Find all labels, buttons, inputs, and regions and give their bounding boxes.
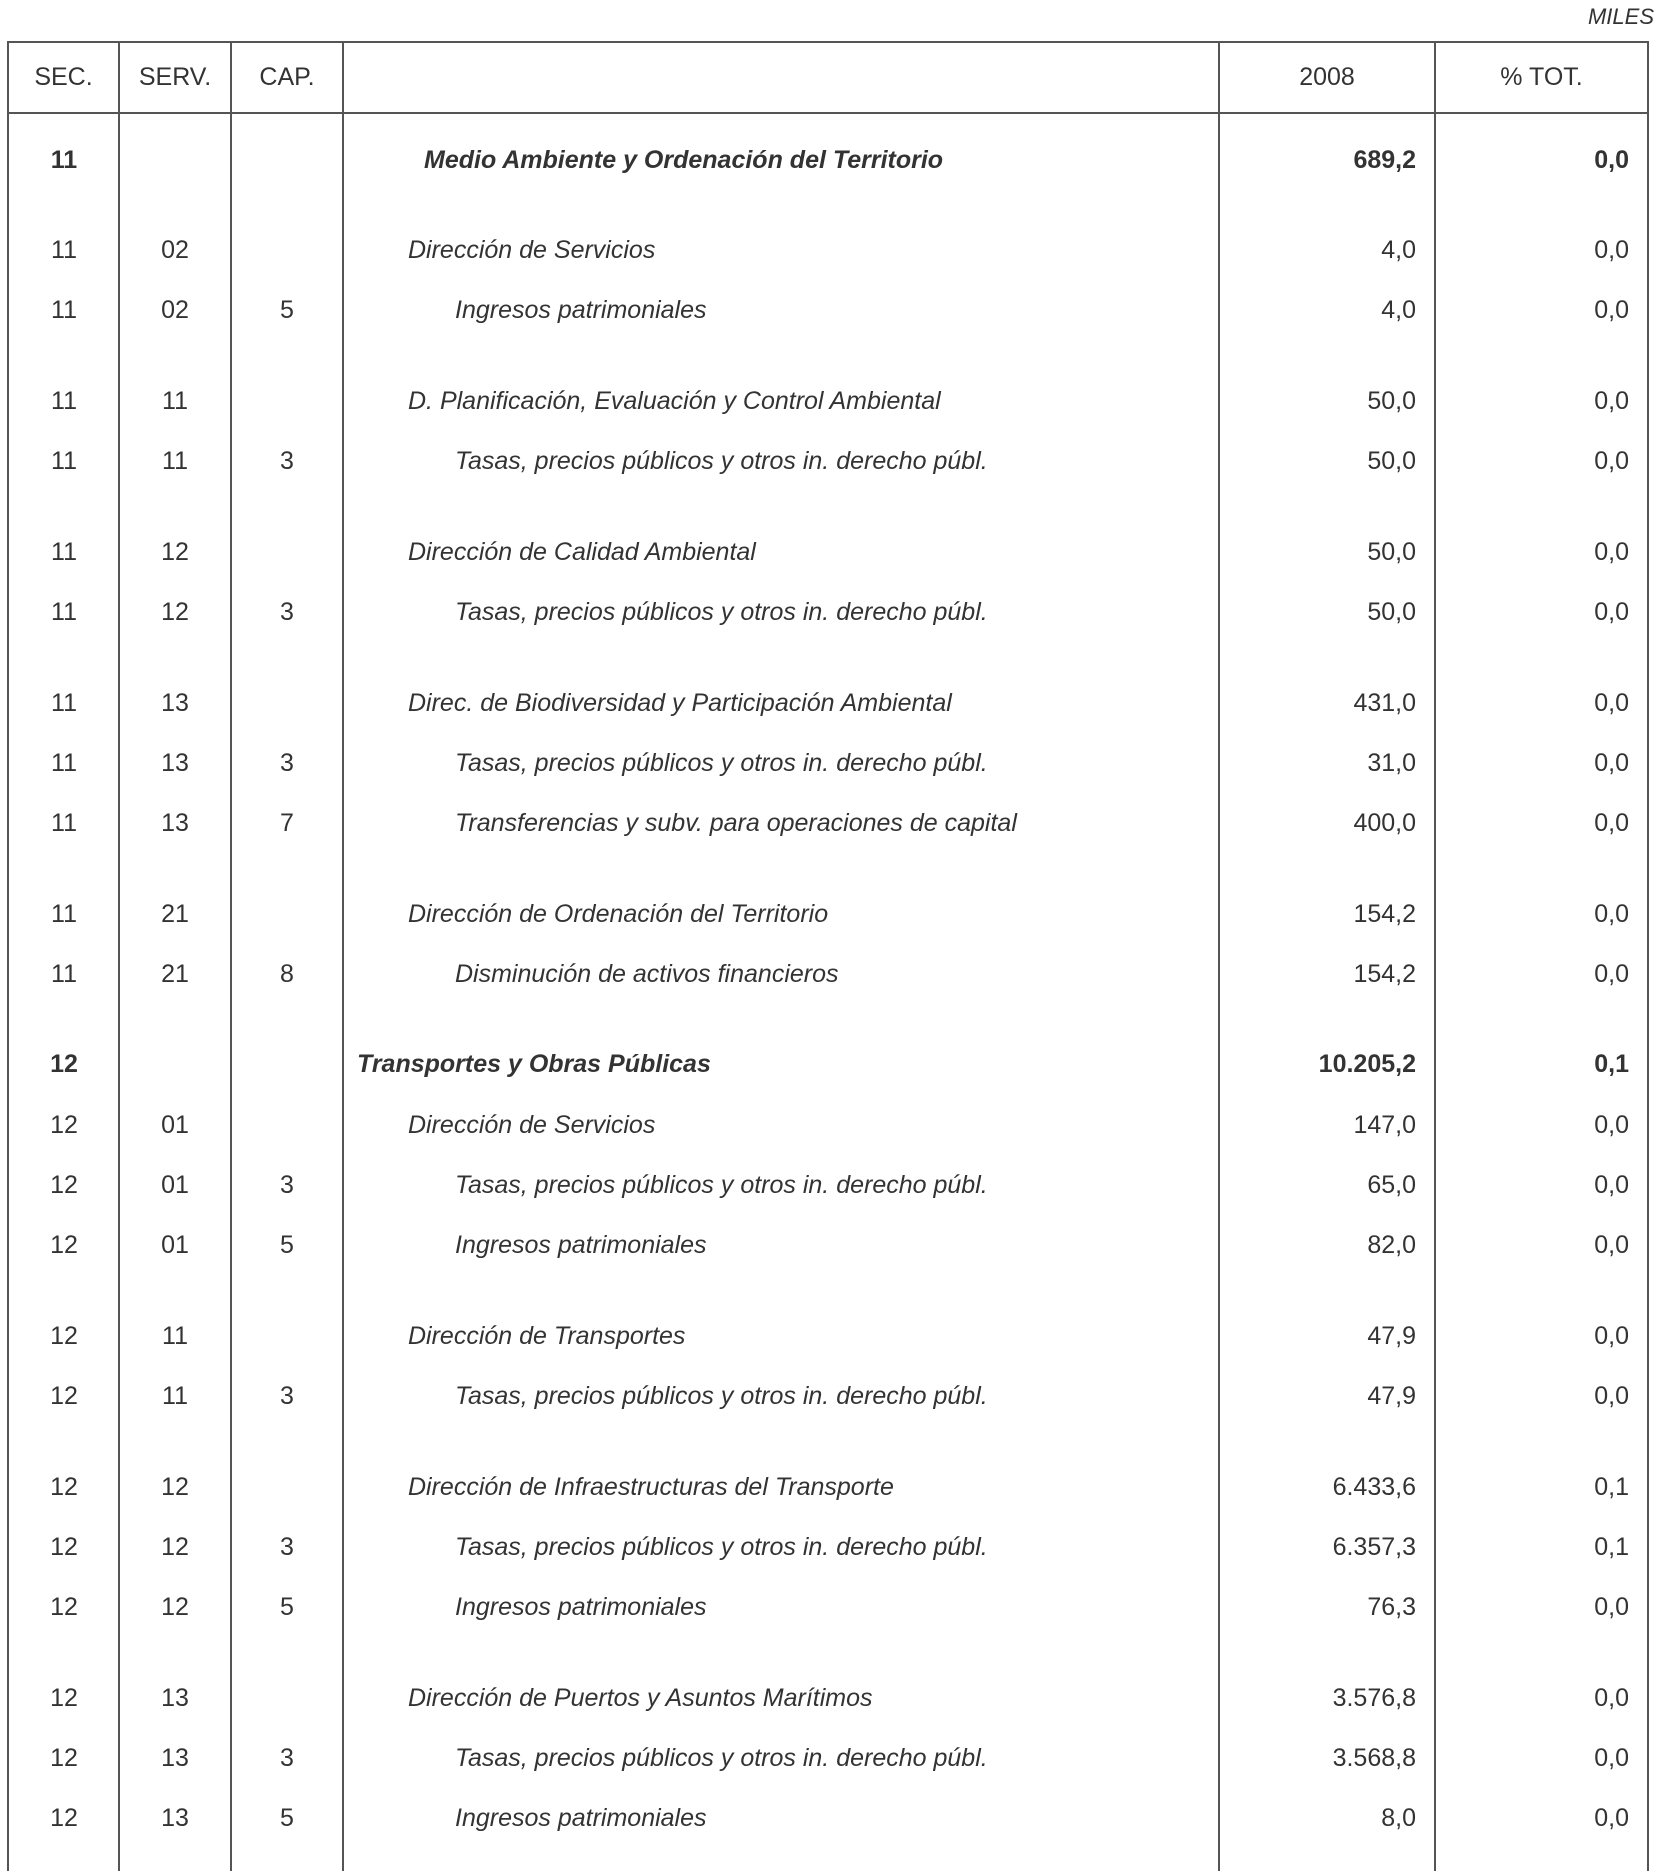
row-description-cell: Dirección de Calidad Ambiental (408, 538, 756, 566)
row-cap-cell: 3 (280, 1382, 294, 1410)
row-cap-cell (232, 1316, 342, 1356)
row-cap-cell: 5 (280, 1231, 294, 1259)
row-value-cell: 6.357,3 (1332, 1533, 1416, 1561)
table-row (0, 381, 1654, 421)
row-value-cell: 147,0 (1353, 1111, 1416, 1139)
row-serv-cell: 13 (161, 1744, 189, 1772)
table-row (0, 1527, 1654, 1567)
row-cap-cell: 3 (280, 749, 294, 777)
row-serv-cell: 13 (161, 1804, 189, 1832)
row-value-cell: 50,0 (1367, 598, 1416, 626)
row-pct-cell: 0,0 (1594, 1382, 1629, 1410)
row-value-cell: 154,2 (1353, 960, 1416, 988)
row-cap-cell: 8 (280, 960, 294, 988)
row-pct-cell: 0,0 (1594, 900, 1629, 928)
row-sec-cell: 12 (50, 1684, 78, 1712)
row-cap-cell (232, 1678, 342, 1718)
row-value-cell: 3.576,8 (1332, 1684, 1416, 1712)
row-pct-cell: 0,0 (1594, 447, 1629, 475)
row-cap-cell (232, 894, 342, 934)
header-cap: CAP. (259, 63, 315, 91)
row-cap-cell: 3 (280, 447, 294, 475)
table-row (0, 290, 1654, 330)
row-cap-cell (232, 532, 342, 572)
row-value-cell: 689,2 (1353, 146, 1416, 174)
row-value-cell: 431,0 (1353, 689, 1416, 717)
row-sec-cell: 11 (51, 809, 77, 837)
row-sec-cell: 12 (50, 1111, 78, 1139)
row-pct-cell: 0,0 (1594, 146, 1629, 174)
table-row (0, 441, 1654, 481)
row-value-cell: 50,0 (1367, 447, 1416, 475)
row-pct-cell: 0,0 (1594, 1684, 1629, 1712)
row-serv-cell: 11 (162, 447, 188, 475)
row-description-cell: Tasas, precios públicos y otros in. derecho públ. (455, 1171, 988, 1199)
row-serv-cell: 11 (162, 387, 188, 415)
row-serv-cell: 12 (161, 1533, 189, 1561)
row-pct-cell: 0,0 (1594, 749, 1629, 777)
table-row (0, 230, 1654, 270)
row-pct-cell: 0,1 (1594, 1050, 1629, 1078)
row-serv-cell (120, 140, 230, 180)
row-pct-cell: 0,0 (1594, 598, 1629, 626)
row-description-cell: Tasas, precios públicos y otros in. derecho públ. (455, 749, 988, 777)
row-sec-cell: 11 (51, 900, 77, 928)
row-sec-cell: 11 (51, 447, 77, 475)
row-description-cell: Dirección de Infraestructuras del Transporte (408, 1473, 894, 1501)
row-cap-cell: 3 (280, 1533, 294, 1561)
row-pct-cell: 0,1 (1594, 1533, 1629, 1561)
row-value-cell: 3.568,8 (1332, 1744, 1416, 1772)
table-row (0, 1467, 1654, 1507)
row-serv-cell: 01 (161, 1171, 189, 1199)
table-row (0, 683, 1654, 723)
row-cap-cell (232, 1467, 342, 1507)
row-pct-cell: 0,1 (1594, 1473, 1629, 1501)
header-sec: SEC. (34, 63, 93, 91)
row-serv-cell: 13 (161, 689, 189, 717)
table-row (0, 1587, 1654, 1627)
row-value-cell: 154,2 (1353, 900, 1416, 928)
row-value-cell: 6.433,6 (1332, 1473, 1416, 1501)
row-description-cell: Dirección de Servicios (408, 1111, 656, 1139)
row-cap-cell (232, 1044, 342, 1084)
table-row (0, 1225, 1654, 1265)
row-cap-cell: 7 (280, 809, 294, 837)
row-cap-cell: 3 (280, 1744, 294, 1772)
row-serv-cell: 12 (161, 1593, 189, 1621)
table-row (0, 1044, 1654, 1084)
row-cap-cell: 5 (280, 296, 294, 324)
table-row (0, 894, 1654, 934)
row-sec-cell: 12 (50, 1382, 78, 1410)
row-sec-cell: 11 (50, 146, 78, 174)
header-year: 2008 (1299, 63, 1355, 91)
row-cap-cell: 3 (280, 598, 294, 626)
row-sec-cell: 12 (50, 1322, 78, 1350)
row-pct-cell: 0,0 (1594, 296, 1629, 324)
row-serv-cell (120, 1044, 230, 1084)
row-serv-cell: 13 (161, 1684, 189, 1712)
row-sec-cell: 12 (50, 1050, 78, 1078)
row-sec-cell: 11 (51, 598, 77, 626)
table-row (0, 1678, 1654, 1718)
row-serv-cell: 12 (161, 598, 189, 626)
row-sec-cell: 11 (51, 296, 77, 324)
row-description-cell: Tasas, precios públicos y otros in. derecho públ. (455, 1382, 988, 1410)
row-pct-cell: 0,0 (1594, 1804, 1629, 1832)
row-sec-cell: 11 (51, 236, 77, 264)
row-sec-cell: 12 (50, 1171, 78, 1199)
table-row (0, 532, 1654, 572)
row-description-cell: Tasas, precios públicos y otros in. derecho públ. (455, 1744, 988, 1772)
row-serv-cell: 01 (161, 1231, 189, 1259)
row-description-cell: D. Planificación, Evaluación y Control Ambiental (408, 387, 941, 415)
row-cap-cell: 5 (280, 1804, 294, 1832)
row-sec-cell: 12 (50, 1804, 78, 1832)
row-pct-cell: 0,0 (1594, 236, 1629, 264)
row-description-cell: Direc. de Biodiversidad y Participación Ambiental (408, 689, 952, 717)
row-sec-cell: 12 (50, 1473, 78, 1501)
row-serv-cell: 11 (162, 1322, 188, 1350)
row-value-cell: 65,0 (1367, 1171, 1416, 1199)
row-serv-cell: 21 (161, 960, 189, 988)
row-cap-cell: 3 (280, 1171, 294, 1199)
row-pct-cell: 0,0 (1594, 1744, 1629, 1772)
row-serv-cell: 12 (161, 1473, 189, 1501)
table-row (0, 1165, 1654, 1205)
row-serv-cell: 13 (161, 809, 189, 837)
row-value-cell: 31,0 (1367, 749, 1416, 777)
row-pct-cell: 0,0 (1594, 1171, 1629, 1199)
row-description-cell: Tasas, precios públicos y otros in. derecho públ. (455, 447, 988, 475)
row-description-cell: Ingresos patrimoniales (455, 1593, 707, 1621)
row-serv-cell: 11 (162, 1382, 188, 1410)
header-serv: SERV. (138, 63, 212, 91)
table-row (0, 1798, 1654, 1838)
row-sec-cell: 11 (51, 689, 77, 717)
row-serv-cell: 02 (161, 296, 189, 324)
table-row (0, 803, 1654, 843)
row-description-cell: Medio Ambiente y Ordenación del Territorio (424, 146, 944, 174)
header-pct: % TOT. (1500, 63, 1583, 91)
row-sec-cell: 11 (51, 960, 77, 988)
row-value-cell: 400,0 (1353, 809, 1416, 837)
row-value-cell: 82,0 (1367, 1231, 1416, 1259)
table-row (0, 743, 1654, 783)
row-value-cell: 4,0 (1381, 296, 1416, 324)
row-sec-cell: 11 (51, 538, 77, 566)
row-value-cell: 47,9 (1367, 1382, 1416, 1410)
row-description-cell: Ingresos patrimoniales (455, 296, 707, 324)
row-pct-cell: 0,0 (1594, 960, 1629, 988)
row-value-cell: 50,0 (1367, 387, 1416, 415)
row-sec-cell: 12 (50, 1744, 78, 1772)
table-row (0, 1738, 1654, 1778)
row-sec-cell: 12 (50, 1231, 78, 1259)
row-description-cell: Ingresos patrimoniales (455, 1804, 707, 1832)
row-serv-cell: 02 (161, 236, 189, 264)
row-cap-cell (232, 140, 342, 180)
units-label: MILES (1587, 4, 1654, 29)
row-description-cell: Tasas, precios públicos y otros in. derecho públ. (455, 598, 988, 626)
row-pct-cell: 0,0 (1594, 809, 1629, 837)
row-description-cell: Dirección de Servicios (408, 236, 656, 264)
row-pct-cell: 0,0 (1594, 1231, 1629, 1259)
row-pct-cell: 0,0 (1594, 538, 1629, 566)
row-pct-cell: 0,0 (1594, 1593, 1629, 1621)
row-value-cell: 8,0 (1381, 1804, 1416, 1832)
row-description-cell: Transportes y Obras Públicas (357, 1050, 711, 1078)
row-pct-cell: 0,0 (1594, 1322, 1629, 1350)
row-value-cell: 10.205,2 (1318, 1050, 1416, 1078)
row-description-cell: Disminución de activos financieros (455, 960, 839, 988)
table-row (0, 954, 1654, 994)
row-cap-cell (232, 381, 342, 421)
row-description-cell: Dirección de Transportes (408, 1322, 686, 1350)
row-pct-cell: 0,0 (1594, 387, 1629, 415)
table-row (0, 1376, 1654, 1416)
row-description-cell: Tasas, precios públicos y otros in. derecho públ. (455, 1533, 988, 1561)
row-description-cell: Ingresos patrimoniales (455, 1231, 707, 1259)
row-cap-cell: 5 (280, 1593, 294, 1621)
row-pct-cell: 0,0 (1594, 1111, 1629, 1139)
row-sec-cell: 12 (50, 1593, 78, 1621)
row-sec-cell: 11 (51, 749, 77, 777)
row-serv-cell: 21 (161, 900, 189, 928)
row-sec-cell: 11 (51, 387, 77, 415)
row-value-cell: 76,3 (1367, 1593, 1416, 1621)
row-serv-cell: 13 (161, 749, 189, 777)
row-description-cell: Dirección de Ordenación del Territorio (408, 900, 829, 928)
table-row (0, 592, 1654, 632)
row-value-cell: 47,9 (1367, 1322, 1416, 1350)
row-sec-cell: 12 (50, 1533, 78, 1561)
row-serv-cell: 12 (161, 538, 189, 566)
row-description-cell: Transferencias y subv. para operaciones de capital (455, 809, 1017, 837)
row-description-cell: Dirección de Puertos y Asuntos Marítimos (408, 1684, 873, 1712)
row-cap-cell (232, 230, 342, 270)
row-value-cell: 50,0 (1367, 538, 1416, 566)
table-row (0, 1316, 1654, 1356)
table-row (0, 140, 1654, 180)
row-serv-cell: 01 (161, 1111, 189, 1139)
table-row (0, 1105, 1654, 1145)
row-cap-cell (232, 683, 342, 723)
row-pct-cell: 0,0 (1594, 689, 1629, 717)
row-value-cell: 4,0 (1381, 236, 1416, 264)
row-cap-cell (232, 1105, 342, 1145)
